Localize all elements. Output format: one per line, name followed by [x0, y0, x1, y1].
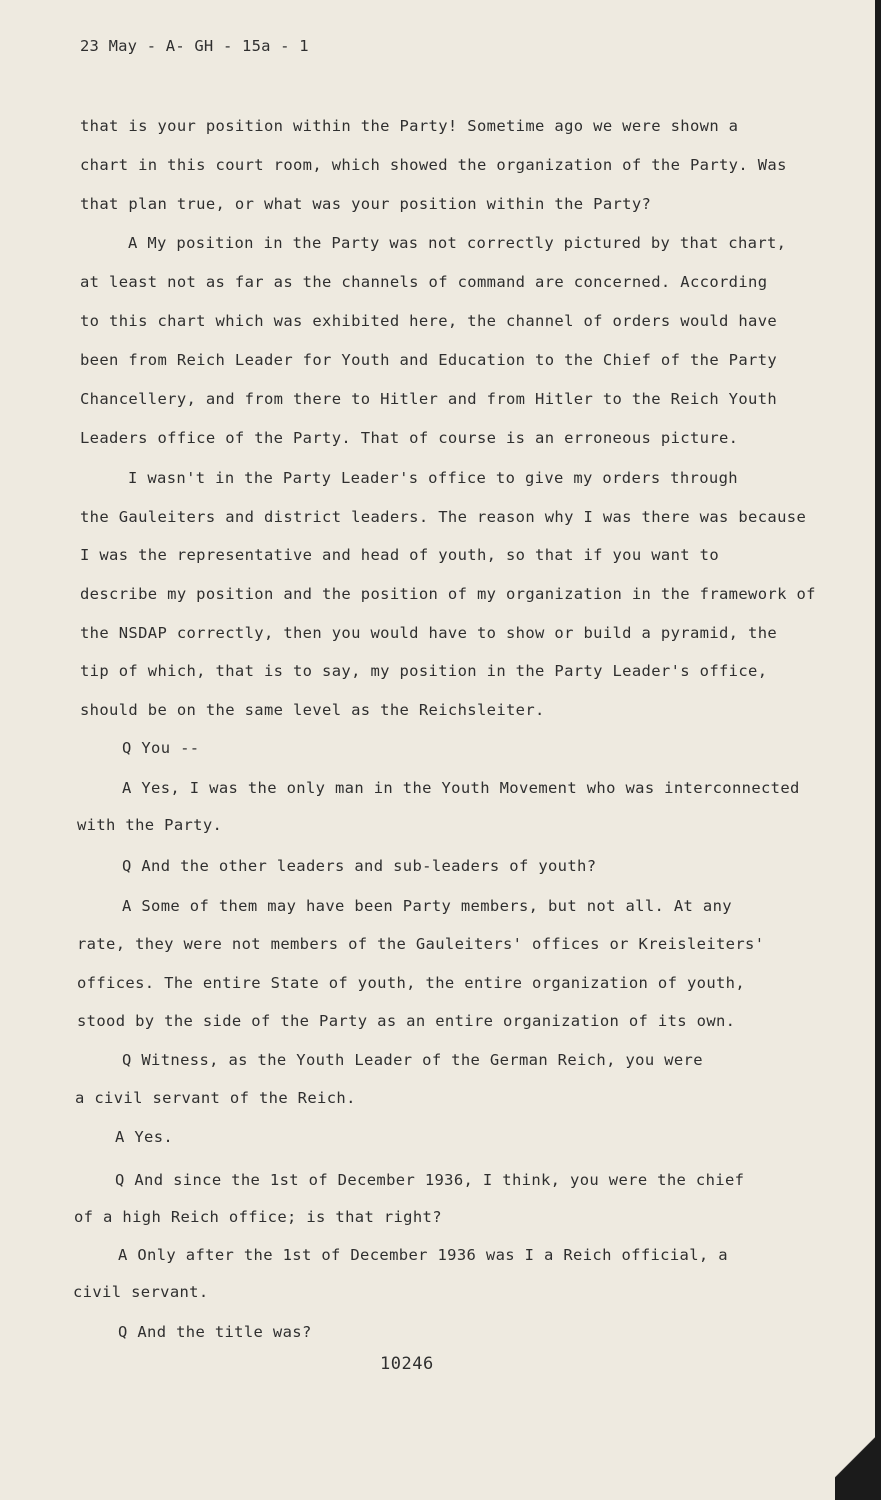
text-line: Q And since the 1st of December 1936, I think, you were the chief — [115, 1171, 745, 1189]
text-line: A My position in the Party was not correctly pictured by that chart, — [128, 234, 787, 252]
text-line: Q Witness, as the Youth Leader of the German Reich, you were — [122, 1051, 703, 1069]
text-line: tip of which, that is to say, my position in the Party Leader's office, — [80, 662, 768, 680]
text-line: A Some of them may have been Party members, but not all. At any — [122, 897, 732, 915]
text-line: I was the representative and head of youth, so that if you want to — [80, 546, 719, 564]
page-number: 10246 — [380, 1354, 434, 1374]
text-line: rate, they were not members of the Gauleiters' offices or Kreisleiters' — [77, 935, 765, 953]
text-line: that plan true, or what was your position within the Party? — [80, 195, 652, 213]
page-header: 23 May - A- GH - 15a - 1 — [80, 37, 309, 55]
text-line: Q You -- — [122, 739, 200, 757]
text-line: Chancellery, and from there to Hitler and from Hitler to the Reich Youth — [80, 390, 778, 408]
text-line: that is your position within the Party! Sometime ago we were shown a — [80, 117, 739, 135]
text-line: stood by the side of the Party as an entire organization of its own. — [77, 1012, 736, 1030]
text-line: a civil servant of the Reich. — [75, 1089, 356, 1107]
text-line: the NSDAP correctly, then you would have to show or build a pyramid, the — [80, 624, 778, 642]
text-line: civil servant. — [73, 1283, 209, 1301]
text-line: Q And the title was? — [118, 1323, 312, 1341]
text-line: with the Party. — [77, 816, 223, 834]
text-line: describe my position and the position of my organization in the framework of — [80, 585, 816, 603]
text-line: Leaders office of the Party. That of course is an erroneous picture. — [80, 429, 739, 447]
text-line: chart in this court room, which showed the organization of the Party. Was — [80, 156, 787, 174]
text-line: A Yes. — [115, 1128, 174, 1146]
text-line: should be on the same level as the Reichsleiter. — [80, 701, 545, 719]
text-line: been from Reich Leader for Youth and Education to the Chief of the Party — [80, 351, 778, 369]
text-line: at least not as far as the channels of command are concerned. According — [80, 273, 768, 291]
text-line: offices. The entire State of youth, the entire organization of youth, — [77, 974, 746, 992]
text-line: the Gauleiters and district leaders. The reason why I was there was because — [80, 508, 807, 526]
text-line: A Only after the 1st of December 1936 was I a Reich official, a — [118, 1246, 728, 1264]
text-line: of a high Reich office; is that right? — [74, 1208, 442, 1226]
text-line: A Yes, I was the only man in the Youth Movement who was interconnected — [122, 779, 800, 797]
page-edge-shadow — [875, 0, 881, 1500]
text-line: to this chart which was exhibited here, the channel of orders would have — [80, 312, 778, 330]
text-line: Q And the other leaders and sub-leaders of youth? — [122, 857, 597, 875]
text-line: I wasn't in the Party Leader's office to give my orders through — [128, 469, 738, 487]
